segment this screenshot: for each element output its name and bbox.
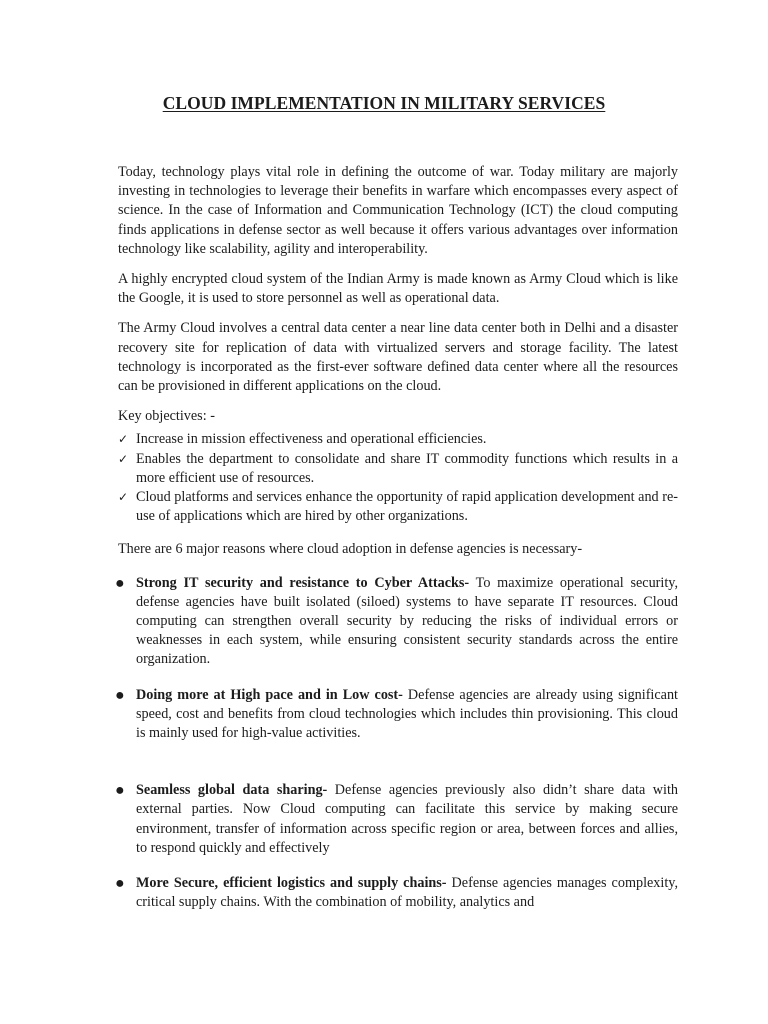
reason-heading: More Secure, efficient logistics and supply chains-: [136, 875, 447, 892]
checkmark-icon: ✓: [118, 432, 129, 447]
reason-heading: Doing more at High pace and in Low cost-: [136, 686, 403, 703]
key-objectives-heading: Key objectives: -: [118, 408, 215, 425]
document-body: [115, 163, 679, 913]
list-item-text: Enables the department to consolidate and share IT commodity functions which results in a more efficient use of resources.: [136, 450, 678, 486]
list-item: [115, 781, 678, 858]
reasons-list: [115, 574, 679, 913]
reason-heading: Strong IT security and resistance to Cyber Attacks-: [136, 574, 470, 591]
intro-paragraph: Today, technology plays vital role in defining the outcome of war. Today military are majorly investing in technologies to leverage their benefits in warfare which encompasses every aspect of science. In the case of Information and Communication Technology (ICT) the cloud computing finds applications in defense sector as well because it offers various advantages over information technology like scalability, agility and interoperability.: [118, 164, 678, 257]
list-item: [118, 450, 678, 488]
army-cloud-paragraph: A highly encrypted cloud system of the Indian Army is made known as Army Cloud which is like the Google, it is used to store personnel as well as operational data.: [118, 271, 678, 307]
checkmark-icon: ✓: [118, 451, 129, 466]
reason-text: Defense agencies previously also didn’t share data with external parties. Now Cloud computing can facilitate this service by making secure environment, transfer of information across specific region or area, between forces and allies, to respond quickly and effectively: [136, 782, 678, 856]
list-item: [115, 686, 679, 744]
data-center-paragraph: The Army Cloud involves a central data center a near line data center both in Delhi and a disaster recovery site for replication of data with virtualized servers and storage facility. The latest technology is incorporated as the first-ever software defined data center where all the resources can be provisioned in different applications on the cloud.: [118, 320, 678, 395]
list-item: [118, 488, 678, 526]
bullet-icon: ●: [115, 875, 125, 893]
bullet-icon: ●: [115, 574, 125, 592]
reason-text: To maximize operational security, defense agencies have built isolated (siloed) systems to have separate IT resources. Cloud computing can strengthen overall security by reducing the risks of individual errors or weaknesses in each system, while ensuring consistent security standards across the entire organization.: [136, 574, 678, 668]
list-item: [115, 874, 679, 912]
reasons-intro: There are 6 major reasons where cloud adoption in defense agencies is necessary-: [118, 541, 583, 558]
page-title: CLOUD IMPLEMENTATION IN MILITARY SERVICES: [162, 93, 606, 113]
list-item-text: Cloud platforms and services enhance the opportunity of rapid application development and re-use of applications which are hired by other organizations.: [136, 489, 678, 525]
bullet-icon: ●: [115, 686, 125, 704]
reason-heading: Seamless global data sharing-: [136, 782, 328, 799]
list-item-text: Increase in mission effectiveness and operational efficiencies.: [136, 431, 487, 448]
list-item: [115, 574, 678, 670]
reason-text: Defense agencies manages complexity, critical supply chains. With the combination of mobility, analytics and: [136, 875, 679, 911]
key-objectives-list: [118, 430, 678, 526]
list-item: [118, 430, 678, 449]
checkmark-icon: ✓: [118, 490, 129, 505]
reason-text: Defense agencies are already using significant speed, cost and benefits from cloud technologies which includes thin provisioning. This cloud is mainly used for high-value activities.: [136, 686, 679, 742]
bullet-icon: ●: [115, 782, 125, 800]
